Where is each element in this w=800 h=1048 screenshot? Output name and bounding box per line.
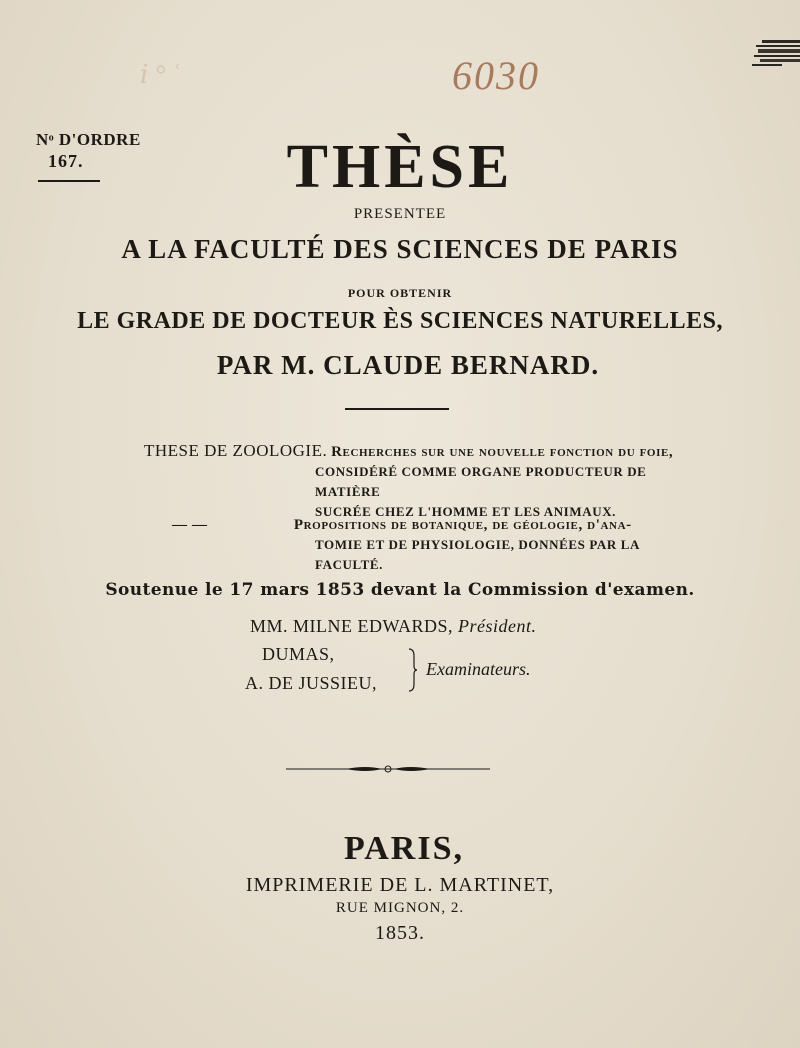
president-title: Président. xyxy=(458,616,537,636)
examiner-jussieu: A. DE JUSSIEU, xyxy=(245,673,378,693)
degree-line: LE GRADE DE DOCTEUR ÈS SCIENCES NATURELLES, xyxy=(77,308,723,334)
thesis-heading: THESE DE ZOOLOGIE. xyxy=(144,441,328,460)
defense-date-line: Soutenue le 17 mars 1853 devant la Commission d'examen. xyxy=(105,580,695,600)
page-title: THÈSE xyxy=(286,133,514,201)
presentee-line: PRESENTEE xyxy=(353,206,447,222)
examiner-dumas: DUMAS, xyxy=(262,644,335,664)
propositions-line-2: TOMIE ET DE PHYSIOLOGIE, DONNÉES PAR LA FACULTÉ. xyxy=(315,537,640,572)
pour-obtenir-line: POUR OBTENIR xyxy=(347,286,453,300)
author-line: PAR M. CLAUDE BERNARD. xyxy=(216,350,600,380)
section-divider xyxy=(345,408,449,410)
order-label: Nᵒ D'ORDRE xyxy=(36,130,141,149)
library-stamp-icon xyxy=(748,38,800,72)
ornamental-rule xyxy=(286,764,490,774)
faculty-line: A LA FACULTÉ DES SCIENCES DE PARIS xyxy=(121,234,679,264)
imprint-city: PARIS, xyxy=(344,830,464,867)
examiners-title: Examinateurs. xyxy=(426,659,531,679)
propositions-block xyxy=(172,515,692,575)
faded-library-mark: ⅰ ° ʿ xyxy=(140,60,181,89)
propositions-line-1: Propositions de botanique, de géologie, d'ana- xyxy=(293,517,632,533)
president-line xyxy=(250,616,650,637)
ditto-dashes: — — xyxy=(172,517,208,533)
handwritten-shelfmark: 6030 xyxy=(452,53,540,98)
thesis-subject-block xyxy=(144,441,684,522)
imprint-year: 1853. xyxy=(375,922,425,944)
imprint-printer: IMPRIMERIE DE L. MARTINET, xyxy=(245,874,555,896)
president-name: MM. MILNE EDWARDS, xyxy=(250,616,454,636)
thesis-line-2: CONSIDÉRÉ COMME ORGANE PRODUCTEUR DE MATIÈRE xyxy=(315,464,647,499)
order-number: 167. xyxy=(48,151,84,171)
imprint-street: RUE MIGNON, 2. xyxy=(335,900,465,916)
thesis-line-1: Recherches sur une nouvelle fonction du foie, xyxy=(331,444,674,460)
right-brace-icon xyxy=(408,648,418,692)
thesis-line-3: SUCRÉE CHEZ L'HOMME ET LES ANIMAUX. xyxy=(315,504,617,519)
